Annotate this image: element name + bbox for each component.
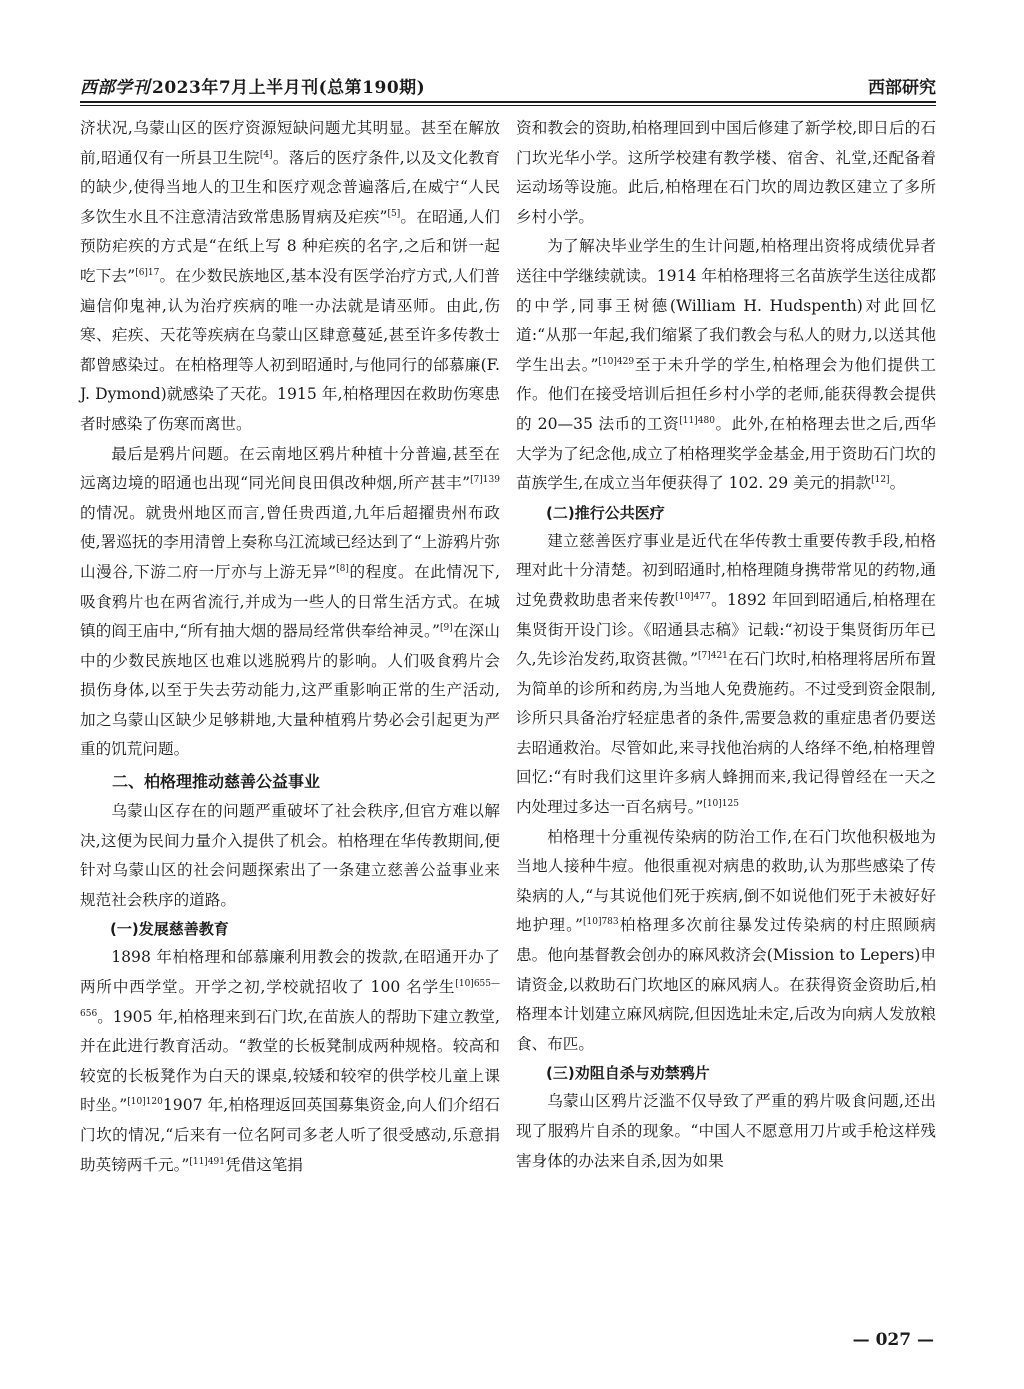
citation: [10]477	[675, 591, 711, 602]
paragraph: 乌蒙山区存在的问题严重破坏了社会秩序,但官方难以解决,这便为民间力量介入提供了机会。柏格理在华传教期间,便针对乌蒙山区的社会问题探索出了一条建立慈善公益事业来规范社会秩序的道路。	[80, 802, 500, 909]
header-rule-thin	[80, 105, 936, 106]
paragraph: 建立慈善医疗事业是近代在华传教士重要传教手段,柏格理对此十分清楚。初到昭通时,柏格理随身携带常见的药物,通过免费救助患者来传教$^{[10]477}$。1892 年回到昭通后,柏格理在集贤街开设门诊。《昭通县志稿》记载:“初设于集贤街历年已久,先诊治发药,取资甚微。”$^{[7]421}$在石门坎时,柏格理将居所布置为简单的诊所和药房,为当地人免费施药。不过受到资金限制,诊所只具备治疗轻症患者的条件,需要急救的重症患者仍要送去昭通救治。尽管如此,来寻找他治病的人络绎不绝,柏格理曾回忆:“有时我们这里许多病人蜂拥而来,我记得曾经在一天之内处理过多达一百名病号。”$^{[10]125}$	[516, 531, 936, 817]
subsection-heading: (三)劝阻自杀与劝禁鸦片	[546, 1064, 710, 1083]
page-header	[80, 68, 936, 98]
paragraph: 1898 年柏格理和邰慕廉利用教会的拨款,在昭通开办了两所中西学堂。开学之初,学校就招收了 100 名学生$^{[10]655—656}$。1905 年,柏格理来到石门坎,在苗族人的帮助下建立教堂,并在此进行教育活动。“教堂的长板凳制成两种规格。较高和较宽的长板凳作为白天的课桌,较矮和较窄的供学校儿童上课时坐。”$^{[10]120}$1907 年,柏格理返回英国募集资金,向人们介绍石门坎的情况,“后来有一位名阿司多老人听了很受感动,乐意捐助英镑两千元。”$^{[11]491}$凭借这笔捐	[80, 948, 500, 1174]
journal-info	[80, 73, 425, 98]
subsection-heading: (一)发展慈善教育	[110, 920, 229, 939]
citation: [5]	[387, 208, 401, 219]
citation: [11]480	[679, 415, 715, 426]
right-column	[516, 114, 936, 1176]
citation: [11]491	[189, 1156, 225, 1167]
citation: [6]17	[135, 267, 160, 278]
paragraph: 为了解决毕业学生的生计问题,柏格理出资将成绩优异者送往中学继续就读。1914 年柏格理将三名苗族学生送往成都的中学,同事王树德(William H. Hudspenth)对此回忆道:“从那一年起,我们缩紧了我们教会与私人的财力,以送其他学生出去。”$^{[10]429}$至于未升学的学生,柏格理会为他们提供工作。他们在接受培训后担任乡村小学的老师,能获得教会提供的 20—35 法币的工资$^{[11]480}$。此外,在柏格理去世之后,西华大学为了纪念他,成立了柏格理奖学金基金,用于资助石门坎的苗族学生,在成立当年便获得了 102. 29 美元的捐款[12]。	[516, 237, 936, 493]
section-label: 西部研究	[868, 78, 936, 98]
paragraph: 资和教会的资助,柏格理回到中国后修建了新学校,即日后的石门坎光华小学。这所学校建有教学楼、宿舍、礼堂,还配备着运动场等设施。此后,柏格理在石门坎的周边教区建立了多所乡村小学。	[516, 119, 936, 226]
paragraph: 乌蒙山区鸦片泛滥不仅导致了严重的鸦片吸食问题,还出现了服鸦片自杀的现象。“中国人不愿意用刀片或手枪这样残害身体的办法来自杀,因为如果	[516, 1092, 936, 1170]
section-heading: 二、柏格理推动慈善公益事业	[112, 772, 321, 792]
left-column	[80, 114, 500, 1180]
citation: [9]	[439, 622, 453, 633]
subsection-heading: (二)推行公共医疗	[546, 503, 665, 522]
journal-logo: 西部学刊	[80, 78, 150, 98]
page-number: — 027 —	[852, 1330, 934, 1350]
paragraph: 柏格理十分重视传染病的防治工作,在石门坎他积极地为当地人接种牛痘。他很重视对病患的救助,认为那些感染了传染病的人,“与其说他们死于疾病,倒不如说他们死于未被好好地护理。”$^{[10]783}$柏格理多次前往暴发过传染病的村庄照顾病患。他向基督教会创办的麻风救济会(Mission to Lepers)申请资金,以救助石门坎地区的麻风病人。在获得资金资助后,柏格理本计划建立麻风病院,但因选址未定,后改为向病人发放粮食、布匹。	[516, 827, 936, 1053]
citation: [10]429	[598, 356, 635, 367]
paragraph: 最后是鸦片问题。在云南地区鸦片种植十分普遍,甚至在远离边境的昭通也出现“同光间良田俱改种烟,所产甚丰”$^{[7]139}$的情况。就贵州地区而言,曾任贵西道,九年后超擢贵州布政使,署巡抚的李用清曾上奏称乌江流域已经达到了“上游鸦片弥山漫谷,下游二府一厅亦与上游无异”[8]的程度。在此情况下,吸食鸦片也在两省流行,并成为一些人的日常生活方式。在城镇的阎王庙中,“所有抽大烟的器局经常供奉给神灵。”[9]在深山中的少数民族地区也难以逃脱鸦片的影响。人们吸食鸦片会损伤身体,以至于失去劳动能力,这严重影响正常的生产活动,加之乌蒙山区缺少足够耕地,大量种植鸦片势必会引起更为严重的饥荒问题。	[80, 444, 500, 759]
citation: [8]	[336, 563, 349, 574]
issue-label: 2023年7月上半月刊(总第190期)	[152, 78, 426, 98]
citation: [7]421	[697, 650, 728, 661]
citation: [4]	[259, 149, 273, 160]
paragraph: 济状况,乌蒙山区的医疗资源短缺问题尤其明显。甚至在解放前,昭通仅有一所县卫生院[4]。落后的医疗条件,以及文化教育的缺少,使得当地人的卫生和医疗观念普遍落后,在威宁“人民多饮生水且不注意清洁致常患肠胃病及疟疾”[5]。在昭通,人们预防疟疾的方式是“在纸上写 8 种疟疾的名字,之后和饼一起吃下去”$^{[6]17}$。在少数民族地区,基本没有医学治疗方式,人们普遍信仰鬼神,认为治疗疾病的唯一办法就是请巫师。由此,伤寒、疟疾、天花等疾病在乌蒙山区肆意蔓延,甚至许多传教士都曾感染过。在柏格理等人初到昭通时,与他同行的邰慕廉(F. J. Dymond)就感染了天花。1915 年,柏格理因在救助伤寒患者时感染了伤寒而离世。	[80, 119, 500, 433]
citation: [12]	[871, 474, 890, 485]
citation: [10]120	[127, 1097, 163, 1108]
citation: [7]139	[470, 474, 500, 485]
citation: [10]783	[582, 917, 619, 928]
citation: [10]655—656	[80, 978, 500, 1019]
header-rule	[80, 101, 936, 103]
citation: [10]125	[703, 798, 739, 809]
